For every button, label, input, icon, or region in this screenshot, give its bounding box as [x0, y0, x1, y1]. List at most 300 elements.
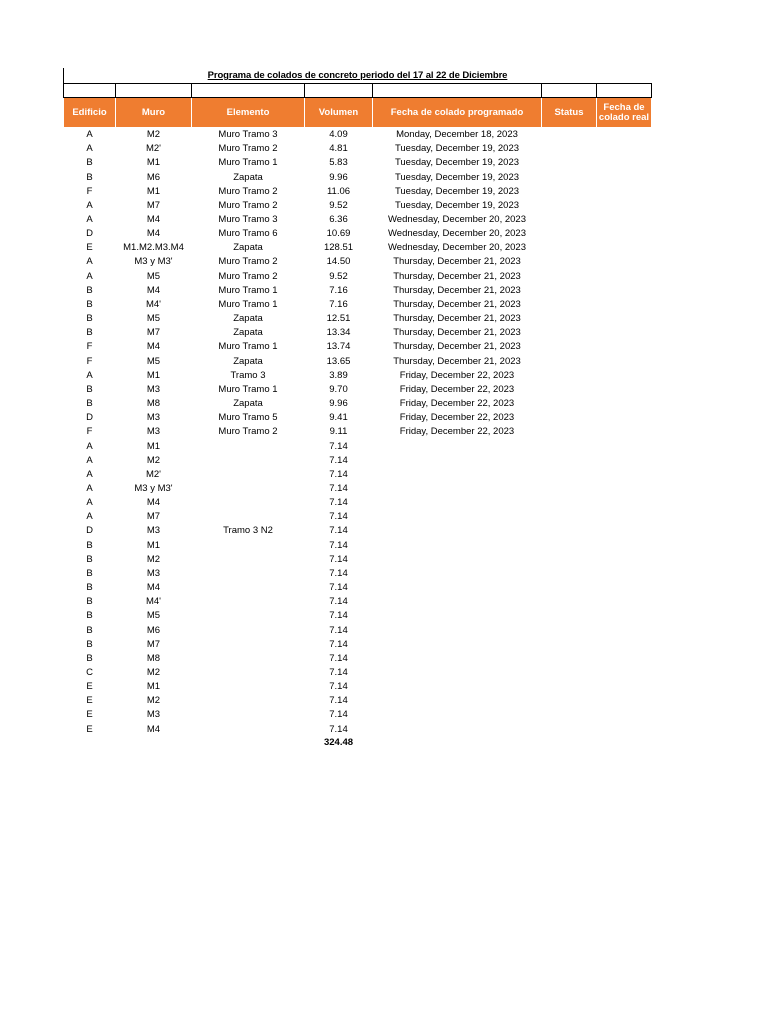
status-cell[interactable]: [542, 185, 597, 199]
elemento-cell[interactable]: Tramo 3: [230, 369, 266, 381]
status-cell[interactable]: [542, 369, 597, 383]
empty-cell[interactable]: [542, 737, 597, 748]
status-cell[interactable]: [542, 638, 597, 652]
elemento-cell[interactable]: [192, 595, 305, 609]
status-cell[interactable]: [542, 255, 597, 269]
volumen-cell[interactable]: 11.06: [326, 185, 351, 197]
volumen-cell[interactable]: 7.14: [329, 440, 348, 452]
fecha-cell[interactable]: [373, 539, 542, 553]
fecha-cell[interactable]: Thursday, December 21, 2023: [393, 256, 521, 268]
empty-cell[interactable]: [597, 84, 652, 98]
muro-cell[interactable]: M3: [146, 383, 161, 395]
muro-cell[interactable]: M4: [146, 497, 161, 509]
fecha-cell[interactable]: [373, 694, 542, 708]
status-cell[interactable]: [542, 241, 597, 255]
fecha-real-cell[interactable]: [597, 128, 652, 143]
elemento-cell[interactable]: Zapata: [233, 327, 263, 339]
header-fecha-programado[interactable]: Fecha de colado programado: [373, 98, 542, 128]
fecha-cell[interactable]: [373, 652, 542, 666]
muro-cell[interactable]: M2: [146, 667, 161, 679]
status-cell[interactable]: [542, 340, 597, 354]
fecha-real-cell[interactable]: [597, 326, 652, 340]
muro-cell[interactable]: M1.M2.M3.M4: [123, 242, 184, 254]
empty-cell[interactable]: [64, 84, 116, 98]
volumen-cell[interactable]: 7.14: [329, 482, 348, 494]
muro-cell[interactable]: M8: [146, 398, 161, 410]
edificio-cell[interactable]: A: [86, 369, 93, 381]
edificio-cell[interactable]: A: [86, 482, 93, 494]
fecha-real-cell[interactable]: [597, 340, 652, 354]
elemento-cell[interactable]: [192, 723, 305, 737]
volumen-cell[interactable]: 14.50: [326, 256, 351, 268]
edificio-cell[interactable]: F: [86, 355, 93, 367]
fecha-real-cell[interactable]: [597, 652, 652, 666]
fecha-cell[interactable]: [373, 468, 542, 482]
muro-cell[interactable]: M5: [146, 270, 161, 282]
header-edificio[interactable]: Edificio: [64, 98, 116, 128]
edificio-cell[interactable]: B: [86, 610, 93, 622]
volumen-cell[interactable]: 7.14: [329, 468, 348, 480]
status-cell[interactable]: [542, 397, 597, 411]
elemento-cell[interactable]: [192, 581, 305, 595]
volumen-cell[interactable]: 7.14: [329, 525, 348, 537]
edificio-cell[interactable]: A: [86, 214, 93, 226]
edificio-cell[interactable]: A: [86, 143, 93, 155]
elemento-cell[interactable]: [192, 567, 305, 581]
muro-cell[interactable]: M2: [146, 454, 161, 466]
edificio-cell[interactable]: B: [86, 638, 93, 650]
elemento-cell[interactable]: Muro Tramo 5: [218, 412, 278, 424]
muro-cell[interactable]: M7: [146, 327, 161, 339]
fecha-real-cell[interactable]: [597, 680, 652, 694]
muro-cell[interactable]: M1: [146, 681, 161, 693]
status-cell[interactable]: [542, 199, 597, 213]
volumen-cell[interactable]: 7.14: [329, 553, 348, 565]
empty-cell[interactable]: [373, 84, 542, 98]
elemento-cell[interactable]: [192, 482, 305, 496]
fecha-cell[interactable]: Tuesday, December 19, 2023: [394, 199, 520, 211]
muro-cell[interactable]: M4: [146, 341, 161, 353]
fecha-cell[interactable]: Wednesday, December 20, 2023: [387, 242, 526, 254]
edificio-cell[interactable]: B: [86, 398, 93, 410]
muro-cell[interactable]: M5: [146, 355, 161, 367]
muro-cell[interactable]: M1: [146, 369, 161, 381]
fecha-cell[interactable]: [373, 567, 542, 581]
muro-cell[interactable]: M6: [146, 171, 161, 183]
muro-cell[interactable]: M5: [146, 610, 161, 622]
status-cell[interactable]: [542, 723, 597, 737]
status-cell[interactable]: [542, 142, 597, 156]
elemento-cell[interactable]: Muro Tramo 2: [218, 199, 278, 211]
fecha-real-cell[interactable]: [597, 567, 652, 581]
fecha-real-cell[interactable]: [597, 439, 652, 453]
volumen-cell[interactable]: 13.65: [326, 355, 351, 367]
muro-cell[interactable]: M4: [146, 723, 161, 735]
status-cell[interactable]: [542, 609, 597, 623]
volumen-cell[interactable]: 5.83: [329, 157, 348, 169]
edificio-cell[interactable]: B: [86, 383, 93, 395]
volumen-cell[interactable]: 7.16: [329, 284, 348, 296]
empty-cell[interactable]: [597, 737, 652, 748]
volumen-cell[interactable]: 9.52: [329, 270, 348, 282]
muro-cell[interactable]: M8: [146, 652, 161, 664]
volumen-cell[interactable]: 7.16: [329, 298, 348, 310]
elemento-cell[interactable]: [192, 666, 305, 680]
status-cell[interactable]: [542, 439, 597, 453]
muro-cell[interactable]: M1: [146, 539, 161, 551]
volumen-cell[interactable]: 6.36: [329, 214, 348, 226]
fecha-real-cell[interactable]: [597, 595, 652, 609]
fecha-real-cell[interactable]: [597, 355, 652, 369]
muro-cell[interactable]: M7: [146, 638, 161, 650]
edificio-cell[interactable]: A: [86, 511, 93, 523]
edificio-cell[interactable]: E: [86, 709, 93, 721]
muro-cell[interactable]: M3: [146, 412, 161, 424]
fecha-cell[interactable]: Tuesday, December 19, 2023: [394, 171, 520, 183]
muro-cell[interactable]: M7: [146, 511, 161, 523]
elemento-cell[interactable]: [192, 468, 305, 482]
empty-cell[interactable]: [542, 84, 597, 98]
edificio-cell[interactable]: B: [86, 327, 93, 339]
empty-cell[interactable]: [116, 737, 192, 748]
volumen-cell[interactable]: 7.14: [329, 497, 348, 509]
elemento-cell[interactable]: Muro Tramo 2: [218, 426, 278, 438]
fecha-real-cell[interactable]: [597, 284, 652, 298]
elemento-cell[interactable]: Muro Tramo 1: [218, 284, 278, 296]
muro-cell[interactable]: M3 y M3': [134, 482, 173, 494]
fecha-cell[interactable]: Friday, December 22, 2023: [399, 369, 515, 381]
elemento-cell[interactable]: [192, 694, 305, 708]
volumen-cell[interactable]: 7.14: [329, 610, 348, 622]
status-cell[interactable]: [542, 411, 597, 425]
status-cell[interactable]: [542, 128, 597, 143]
edificio-cell[interactable]: B: [86, 596, 93, 608]
elemento-cell[interactable]: Zapata: [233, 171, 263, 183]
edificio-cell[interactable]: B: [86, 567, 93, 579]
edificio-cell[interactable]: A: [86, 256, 93, 268]
elemento-cell[interactable]: [192, 510, 305, 524]
elemento-cell[interactable]: Muro Tramo 3: [218, 214, 278, 226]
status-cell[interactable]: [542, 623, 597, 637]
volumen-cell[interactable]: 7.14: [329, 596, 348, 608]
muro-cell[interactable]: M2: [146, 129, 161, 141]
fecha-cell[interactable]: Wednesday, December 20, 2023: [387, 214, 526, 226]
header-elemento[interactable]: Elemento: [192, 98, 305, 128]
fecha-cell[interactable]: [373, 482, 542, 496]
volumen-cell[interactable]: 9.70: [329, 383, 348, 395]
volumen-cell[interactable]: 7.14: [329, 652, 348, 664]
volumen-cell[interactable]: 4.09: [329, 129, 348, 141]
fecha-real-cell[interactable]: [597, 199, 652, 213]
edificio-cell[interactable]: A: [86, 129, 93, 141]
elemento-cell[interactable]: [192, 439, 305, 453]
volumen-cell[interactable]: 7.14: [329, 567, 348, 579]
volumen-cell[interactable]: 3.89: [329, 369, 348, 381]
header-fecha-real[interactable]: Fecha de colado real: [597, 98, 652, 128]
fecha-real-cell[interactable]: [597, 694, 652, 708]
edificio-cell[interactable]: D: [86, 525, 93, 537]
volumen-cell[interactable]: 9.96: [329, 398, 348, 410]
elemento-cell[interactable]: Zapata: [233, 355, 263, 367]
header-muro[interactable]: Muro: [116, 98, 192, 128]
edificio-cell[interactable]: E: [86, 723, 93, 735]
volumen-cell[interactable]: 9.52: [329, 199, 348, 211]
fecha-real-cell[interactable]: [597, 609, 652, 623]
fecha-cell[interactable]: [373, 439, 542, 453]
elemento-cell[interactable]: Muro Tramo 3: [218, 129, 278, 141]
status-cell[interactable]: [542, 270, 597, 284]
edificio-cell[interactable]: B: [86, 582, 93, 594]
elemento-cell[interactable]: [192, 496, 305, 510]
fecha-real-cell[interactable]: [597, 241, 652, 255]
status-cell[interactable]: [542, 468, 597, 482]
edificio-cell[interactable]: A: [86, 468, 93, 480]
fecha-real-cell[interactable]: [597, 638, 652, 652]
status-cell[interactable]: [542, 510, 597, 524]
status-cell[interactable]: [542, 355, 597, 369]
elemento-cell[interactable]: [192, 680, 305, 694]
fecha-real-cell[interactable]: [597, 553, 652, 567]
fecha-cell[interactable]: [373, 595, 542, 609]
elemento-cell[interactable]: [192, 454, 305, 468]
volumen-cell[interactable]: 7.14: [329, 709, 348, 721]
empty-cell[interactable]: [373, 737, 542, 748]
status-cell[interactable]: [542, 694, 597, 708]
fecha-cell[interactable]: [373, 638, 542, 652]
fecha-cell[interactable]: Tuesday, December 19, 2023: [394, 185, 520, 197]
fecha-real-cell[interactable]: [597, 524, 652, 538]
elemento-cell[interactable]: Muro Tramo 6: [218, 228, 278, 240]
edificio-cell[interactable]: A: [86, 270, 93, 282]
muro-cell[interactable]: M1: [146, 185, 161, 197]
edificio-cell[interactable]: E: [86, 242, 93, 254]
fecha-real-cell[interactable]: [597, 425, 652, 439]
volumen-cell[interactable]: 7.14: [329, 539, 348, 551]
edificio-cell[interactable]: E: [86, 695, 93, 707]
status-cell[interactable]: [542, 227, 597, 241]
status-cell[interactable]: [542, 496, 597, 510]
fecha-cell[interactable]: Thursday, December 21, 2023: [393, 327, 521, 339]
elemento-cell[interactable]: [192, 708, 305, 722]
fecha-cell[interactable]: Thursday, December 21, 2023: [393, 313, 521, 325]
edificio-cell[interactable]: A: [86, 454, 93, 466]
fecha-cell[interactable]: Wednesday, December 20, 2023: [387, 228, 526, 240]
volumen-cell[interactable]: 9.11: [329, 426, 348, 438]
fecha-cell[interactable]: [373, 510, 542, 524]
status-cell[interactable]: [542, 595, 597, 609]
muro-cell[interactable]: M1: [146, 440, 161, 452]
elemento-cell[interactable]: Muro Tramo 2: [218, 143, 278, 155]
muro-cell[interactable]: M7: [146, 199, 161, 211]
fecha-cell[interactable]: [373, 454, 542, 468]
volumen-cell[interactable]: 7.14: [329, 667, 348, 679]
edificio-cell[interactable]: A: [86, 199, 93, 211]
fecha-cell[interactable]: [373, 680, 542, 694]
fecha-cell[interactable]: Friday, December 22, 2023: [399, 383, 515, 395]
muro-cell[interactable]: M2': [145, 143, 161, 155]
muro-cell[interactable]: M6: [146, 624, 161, 636]
fecha-cell[interactable]: Thursday, December 21, 2023: [393, 298, 521, 310]
fecha-real-cell[interactable]: [597, 411, 652, 425]
elemento-cell[interactable]: Muro Tramo 1: [218, 298, 278, 310]
volumen-cell[interactable]: 9.41: [329, 412, 348, 424]
volume-total[interactable]: 324.48: [323, 736, 354, 748]
edificio-cell[interactable]: B: [86, 624, 93, 636]
status-cell[interactable]: [542, 666, 597, 680]
fecha-real-cell[interactable]: [597, 312, 652, 326]
edificio-cell[interactable]: B: [86, 652, 93, 664]
muro-cell[interactable]: M4: [146, 284, 161, 296]
muro-cell[interactable]: M2: [146, 553, 161, 565]
muro-cell[interactable]: M2': [145, 468, 161, 480]
elemento-cell[interactable]: Zapata: [233, 313, 263, 325]
fecha-real-cell[interactable]: [597, 298, 652, 312]
edificio-cell[interactable]: C: [86, 667, 93, 679]
edificio-cell[interactable]: D: [86, 412, 93, 424]
volumen-cell[interactable]: 7.14: [329, 695, 348, 707]
fecha-real-cell[interactable]: [597, 539, 652, 553]
muro-cell[interactable]: M3 y M3': [134, 256, 173, 268]
edificio-cell[interactable]: B: [86, 313, 93, 325]
elemento-cell[interactable]: Muro Tramo 2: [218, 185, 278, 197]
edificio-cell[interactable]: F: [86, 185, 93, 197]
edificio-cell[interactable]: B: [86, 157, 93, 169]
fecha-cell[interactable]: Thursday, December 21, 2023: [393, 355, 521, 367]
volumen-cell[interactable]: 128.51: [323, 242, 354, 254]
muro-cell[interactable]: M3: [146, 525, 161, 537]
edificio-cell[interactable]: A: [86, 497, 93, 509]
status-cell[interactable]: [542, 170, 597, 184]
edificio-cell[interactable]: D: [86, 228, 93, 240]
volumen-cell[interactable]: 13.34: [326, 327, 351, 339]
fecha-real-cell[interactable]: [597, 185, 652, 199]
fecha-cell[interactable]: Thursday, December 21, 2023: [393, 284, 521, 296]
fecha-cell[interactable]: Friday, December 22, 2023: [399, 426, 515, 438]
fecha-real-cell[interactable]: [597, 581, 652, 595]
elemento-cell[interactable]: [192, 609, 305, 623]
muro-cell[interactable]: M3: [146, 709, 161, 721]
volumen-cell[interactable]: 7.14: [329, 624, 348, 636]
status-cell[interactable]: [542, 680, 597, 694]
edificio-cell[interactable]: B: [86, 171, 93, 183]
fecha-real-cell[interactable]: [597, 454, 652, 468]
elemento-cell[interactable]: Zapata: [233, 242, 263, 254]
elemento-cell[interactable]: [192, 553, 305, 567]
volumen-cell[interactable]: 7.14: [329, 511, 348, 523]
fecha-cell[interactable]: [373, 524, 542, 538]
edificio-cell[interactable]: F: [86, 426, 93, 438]
fecha-cell[interactable]: [373, 708, 542, 722]
muro-cell[interactable]: M4: [146, 582, 161, 594]
fecha-cell[interactable]: [373, 723, 542, 737]
fecha-cell[interactable]: [373, 553, 542, 567]
elemento-cell[interactable]: Zapata: [233, 398, 263, 410]
fecha-cell[interactable]: Friday, December 22, 2023: [399, 398, 515, 410]
status-cell[interactable]: [542, 213, 597, 227]
muro-cell[interactable]: M5: [146, 313, 161, 325]
status-cell[interactable]: [542, 482, 597, 496]
elemento-cell[interactable]: [192, 539, 305, 553]
status-cell[interactable]: [542, 652, 597, 666]
status-cell[interactable]: [542, 326, 597, 340]
fecha-cell[interactable]: Thursday, December 21, 2023: [393, 270, 521, 282]
edificio-cell[interactable]: F: [86, 341, 93, 353]
header-volumen[interactable]: Volumen: [305, 98, 373, 128]
elemento-cell[interactable]: Muro Tramo 1: [218, 383, 278, 395]
fecha-real-cell[interactable]: [597, 468, 652, 482]
muro-cell[interactable]: M4': [145, 596, 161, 608]
fecha-real-cell[interactable]: [597, 227, 652, 241]
volumen-cell[interactable]: 7.14: [329, 638, 348, 650]
fecha-cell[interactable]: Friday, December 22, 2023: [399, 412, 515, 424]
status-cell[interactable]: [542, 312, 597, 326]
empty-cell[interactable]: [192, 84, 305, 98]
fecha-cell[interactable]: Monday, December 18, 2023: [396, 129, 518, 141]
elemento-cell[interactable]: [192, 638, 305, 652]
muro-cell[interactable]: M4': [145, 298, 161, 310]
fecha-real-cell[interactable]: [597, 383, 652, 397]
muro-cell[interactable]: M4: [146, 228, 161, 240]
elemento-cell[interactable]: Muro Tramo 1: [218, 157, 278, 169]
fecha-real-cell[interactable]: [597, 255, 652, 269]
fecha-real-cell[interactable]: [597, 496, 652, 510]
edificio-cell[interactable]: A: [86, 440, 93, 452]
fecha-real-cell[interactable]: [597, 397, 652, 411]
fecha-real-cell[interactable]: [597, 708, 652, 722]
fecha-cell[interactable]: [373, 609, 542, 623]
status-cell[interactable]: [542, 708, 597, 722]
muro-cell[interactable]: M4: [146, 214, 161, 226]
fecha-cell[interactable]: [373, 496, 542, 510]
volumen-cell[interactable]: 13.74: [326, 341, 351, 353]
volumen-cell[interactable]: 10.69: [326, 228, 351, 240]
fecha-real-cell[interactable]: [597, 156, 652, 170]
fecha-real-cell[interactable]: [597, 482, 652, 496]
status-cell[interactable]: [542, 567, 597, 581]
fecha-real-cell[interactable]: [597, 666, 652, 680]
fecha-cell[interactable]: Tuesday, December 19, 2023: [394, 157, 520, 169]
edificio-cell[interactable]: B: [86, 553, 93, 565]
fecha-real-cell[interactable]: [597, 510, 652, 524]
status-cell[interactable]: [542, 581, 597, 595]
status-cell[interactable]: [542, 298, 597, 312]
volumen-cell[interactable]: 7.14: [329, 681, 348, 693]
fecha-cell[interactable]: Thursday, December 21, 2023: [393, 341, 521, 353]
status-cell[interactable]: [542, 539, 597, 553]
status-cell[interactable]: [542, 454, 597, 468]
edificio-cell[interactable]: B: [86, 298, 93, 310]
edificio-cell[interactable]: B: [86, 284, 93, 296]
status-cell[interactable]: [542, 284, 597, 298]
fecha-real-cell[interactable]: [597, 623, 652, 637]
elemento-cell[interactable]: Tramo 3 N2: [223, 525, 273, 537]
volumen-cell[interactable]: 7.14: [329, 454, 348, 466]
fecha-real-cell[interactable]: [597, 369, 652, 383]
elemento-cell[interactable]: Muro Tramo 2: [218, 270, 278, 282]
empty-cell[interactable]: [192, 737, 305, 748]
empty-cell[interactable]: [64, 737, 116, 748]
status-cell[interactable]: [542, 553, 597, 567]
volumen-cell[interactable]: 9.96: [329, 171, 348, 183]
header-status[interactable]: Status: [542, 98, 597, 128]
volumen-cell[interactable]: 7.14: [329, 723, 348, 735]
fecha-real-cell[interactable]: [597, 170, 652, 184]
status-cell[interactable]: [542, 156, 597, 170]
fecha-real-cell[interactable]: [597, 270, 652, 284]
muro-cell[interactable]: M1: [146, 157, 161, 169]
fecha-real-cell[interactable]: [597, 213, 652, 227]
empty-cell[interactable]: [116, 84, 192, 98]
